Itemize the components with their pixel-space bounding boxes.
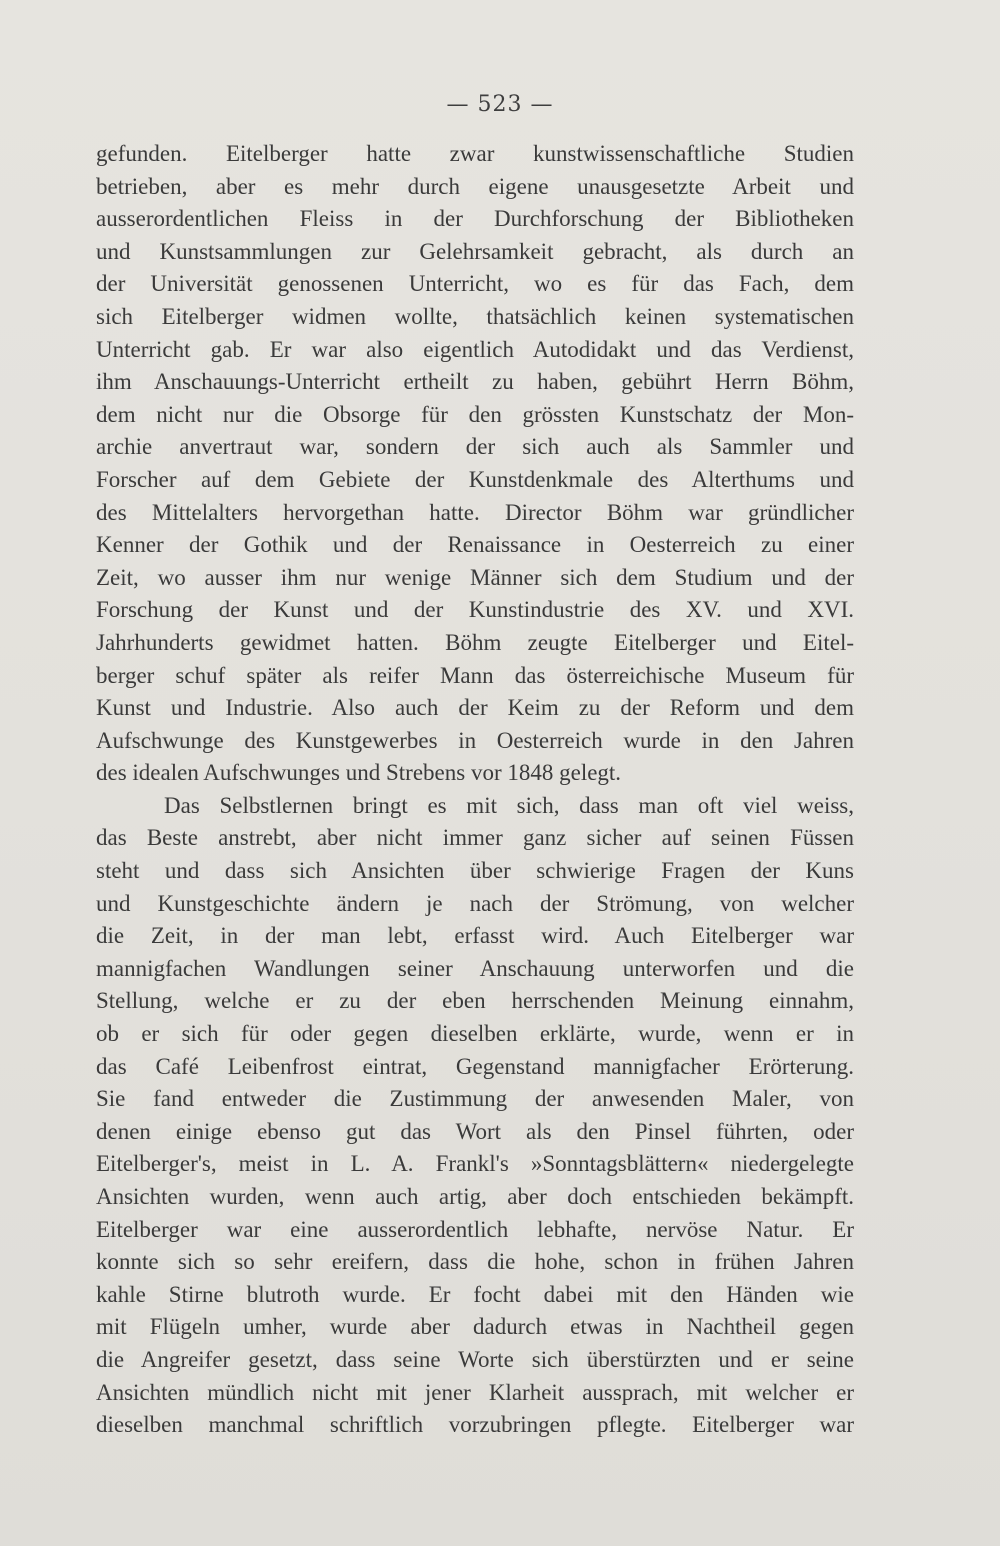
text-line: die Angreifer gesetzt, dass seine Worte sich überstürzten und er seine xyxy=(96,1346,854,1372)
text-line: Ansichten wurden, wenn auch artig, aber doch entschieden bekämpft. xyxy=(96,1184,854,1209)
text-line: Das Selbstlernen bringt es mit sich, dass man oft viel weiss, xyxy=(164,792,854,818)
text-line: des Mittelalters hervorgethan hatte. Director Böhm war gründlicher xyxy=(96,499,854,525)
text-line: Eitelberger war eine ausserordentlich lebhafte, nervöse Natur. Er xyxy=(96,1216,854,1242)
text-line: Kenner der Gothik und der Renaissance in Oesterreich zu einer xyxy=(96,532,854,558)
body-text xyxy=(96,138,854,1442)
text-line: ihm Anschauungs-Unterricht ertheilt zu haben, gebührt Herrn Böhm, xyxy=(96,369,854,395)
text-line: berger schuf später als reifer Mann das österreichische Museum für xyxy=(96,662,854,688)
text-line: archie anvertraut war, sondern der sich auch als Sammler und xyxy=(96,434,854,460)
text-line: der Universität genossenen Unterricht, wo es für das Fach, dem xyxy=(96,271,854,297)
text-line: dem nicht nur die Obsorge für den grössten Kunstschatz der Mon- xyxy=(96,401,854,427)
text-line: Forscher auf dem Gebiete der Kunstdenkmale des Alterthums und xyxy=(96,466,854,492)
text-line: kahle Stirne blutroth wurde. Er focht dabei mit den Händen wie xyxy=(96,1281,854,1307)
text-line: betrieben, aber es mehr durch eigene unausgesetzte Arbeit und xyxy=(96,173,854,199)
text-line: Kunst und Industrie. Also auch der Keim zu der Reform und dem xyxy=(96,695,854,721)
text-line: gefunden. Eitelberger hatte zwar kunstwissenschaftliche Studien xyxy=(96,141,854,166)
text-line: das Beste anstrebt, aber nicht immer ganz sicher auf seinen Füssen xyxy=(96,825,854,851)
text-line: dieselben manchmal schriftlich vorzubringen pflegte. Eitelberger war xyxy=(96,1412,854,1438)
page-number: — 523 — xyxy=(446,92,554,117)
text-line: des idealen Aufschwunges und Strebens vor 1848 gelegt. xyxy=(96,760,622,786)
text-line: Sie fand entweder die Zustimmung der anwesenden Maler, von xyxy=(96,1086,854,1112)
text-line: ob er sich für oder gegen dieselben erklärte, wurde, wenn er in xyxy=(96,1021,854,1047)
text-line: Stellung, welche er zu der eben herrschenden Meinung einnahm, xyxy=(96,988,854,1014)
text-line: das Café Leibenfrost eintrat, Gegenstand mannigfacher Erörterung. xyxy=(96,1053,854,1079)
text-line: Zeit, wo ausser ihm nur wenige Männer sich dem Studium und der xyxy=(96,564,854,590)
text-line: mannigfachen Wandlungen seiner Anschauung unterworfen und die xyxy=(96,955,854,981)
text-line: und Kunstgeschichte ändern je nach der Strömung, von welcher xyxy=(96,890,854,916)
text-line: Ansichten mündlich nicht mit jener Klarheit aussprach, mit welcher er xyxy=(96,1379,854,1405)
text-line: Eitelberger's, meist in L. A. Frankl's »Sonntagsblättern« niedergelegte xyxy=(96,1151,854,1177)
text-line: Jahrhunderts gewidmet hatten. Böhm zeugte Eitelberger und Eitel- xyxy=(96,629,854,655)
text-line: ausserordentlichen Fleiss in der Durchforschung der Bibliotheken xyxy=(96,206,854,232)
text-line: und Kunstsammlungen zur Gelehrsamkeit gebracht, als durch an xyxy=(96,238,854,264)
text-line: mit Flügeln umher, wurde aber dadurch etwas in Nachtheil gegen xyxy=(96,1314,854,1340)
text-line: die Zeit, in der man lebt, erfasst wird. Auch Eitelberger war xyxy=(96,923,854,949)
text-line: konnte sich so sehr ereifern, dass die hohe, schon in frühen Jahren xyxy=(96,1249,854,1275)
text-line: sich Eitelberger widmen wollte, thatsächlich keinen systematischen xyxy=(96,303,854,329)
text-line: denen einige ebenso gut das Wort als den Pinsel führten, oder xyxy=(96,1118,854,1144)
text-line: Aufschwunge des Kunstgewerbes in Oesterreich wurde in den Jahren xyxy=(96,727,854,753)
text-line: Forschung der Kunst und der Kunstindustrie des XV. und XVI. xyxy=(96,597,854,623)
text-line: Unterricht gab. Er war also eigentlich Autodidakt und das Verdienst, xyxy=(96,336,854,362)
text-line: steht und dass sich Ansichten über schwierige Fragen der Kuns xyxy=(96,858,854,884)
